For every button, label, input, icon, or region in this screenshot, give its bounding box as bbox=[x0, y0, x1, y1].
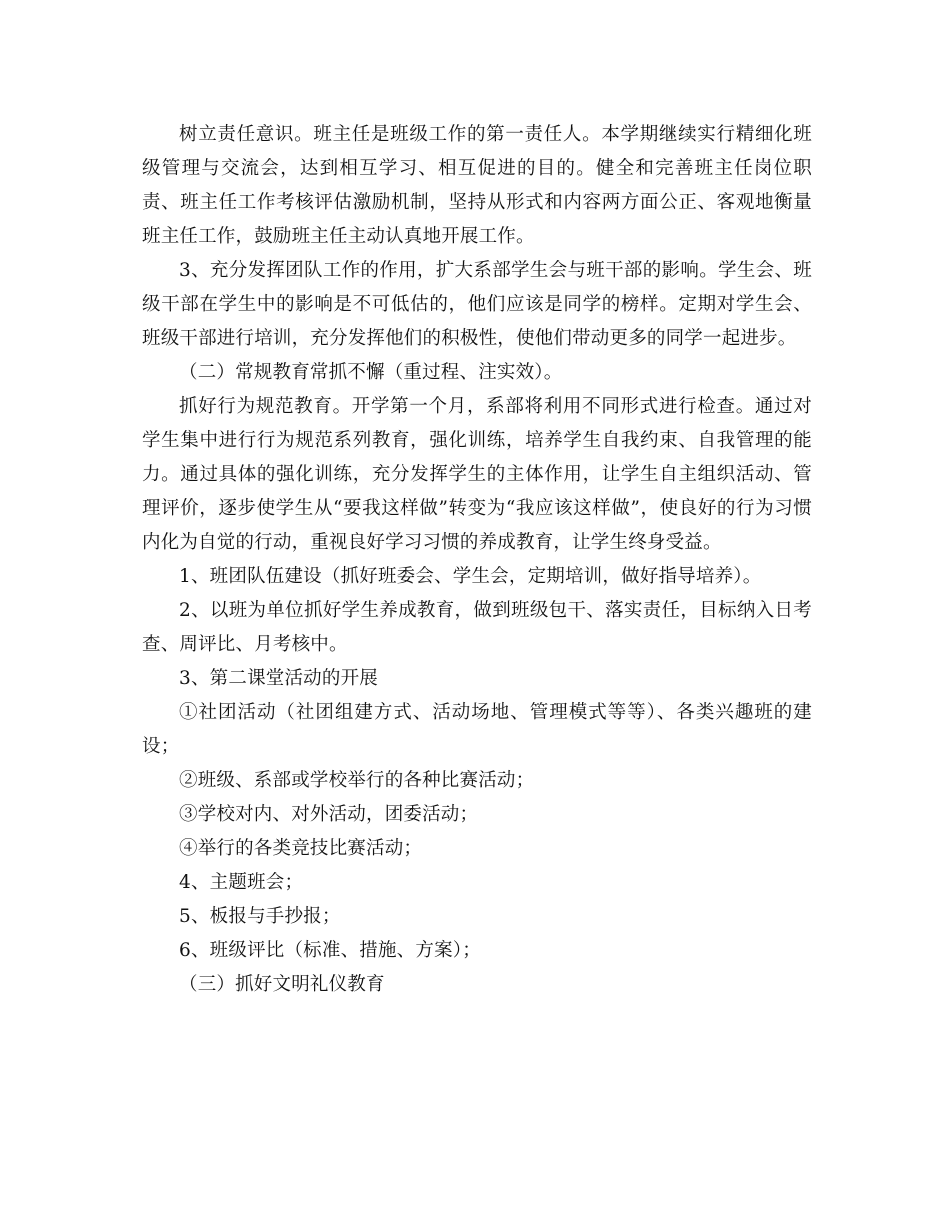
paragraph-15: （三）抓好文明礼仪教育 bbox=[179, 974, 385, 995]
paragraph-1: 树立责任意识。班主任是班级工作的第一责任人。本学期继续实行精细化班级管理与交流会，达到相互学习、相互促进的目的。健全和完善班主任岗位职责、班主任工作考核评估激励机制，坚持从形式和内容两方面公正、客观地衡量班主任工作，鼓励班主任主动认真地开展工作。 bbox=[142, 124, 812, 247]
document-body bbox=[142, 118, 812, 1002]
paragraph-7: 3、第二课堂活动的开展 bbox=[179, 668, 378, 689]
paragraph-13: 5、板报与手抄报； bbox=[179, 906, 341, 927]
paragraph-12: 4、主题班会； bbox=[179, 872, 304, 893]
paragraph-11: ④举行的各类竞技比赛活动； bbox=[179, 838, 423, 859]
paragraph-14: 6、班级评比（标准、措施、方案）； bbox=[179, 940, 481, 961]
paragraph-8: ①社团活动（社团组建方式、活动场地、管理模式等等）、各类兴趣班的建设； bbox=[142, 702, 812, 757]
paragraph-2: 3、充分发挥团队工作的作用，扩大系部学生会与班干部的影响。学生会、班级干部在学生中的影响是不可低估的，他们应该是同学的榜样。定期对学生会、班级干部进行培训，充分发挥他们的积极性，使他们带动更多的同学一起进步。 bbox=[142, 260, 812, 349]
paragraph-9: ②班级、系部或学校举行的各种比赛活动； bbox=[179, 770, 535, 791]
paragraph-10: ③学校对内、对外活动，团委活动； bbox=[179, 804, 479, 825]
paragraph-5: 1、班团队伍建设（抓好班委会、学生会，定期培训，做好指导培养）。 bbox=[179, 566, 762, 587]
paragraph-4: 抓好行为规范教育。开学第一个月，系部将利用不同形式进行检查。通过对学生集中进行行为规范系列教育，强化训练，培养学生自我约束、自我管理的能力。通过具体的强化训练，充分发挥学生的主体作用，让学生自主组织活动、管理评价，逐步使学生从“要我这样做”转变为“我应该这样做”，使良好的行为习惯内化为自觉的行动，重视良好学习习惯的养成教育，让学生终身受益。 bbox=[142, 396, 812, 553]
paragraph-3: （二）常规教育常抓不懈（重过程、注实效）。 bbox=[179, 362, 563, 383]
paragraph-6: 2、以班为单位抓好学生养成教育，做到班级包干、落实责任，目标纳入日考查、周评比、月考核中。 bbox=[142, 600, 812, 655]
